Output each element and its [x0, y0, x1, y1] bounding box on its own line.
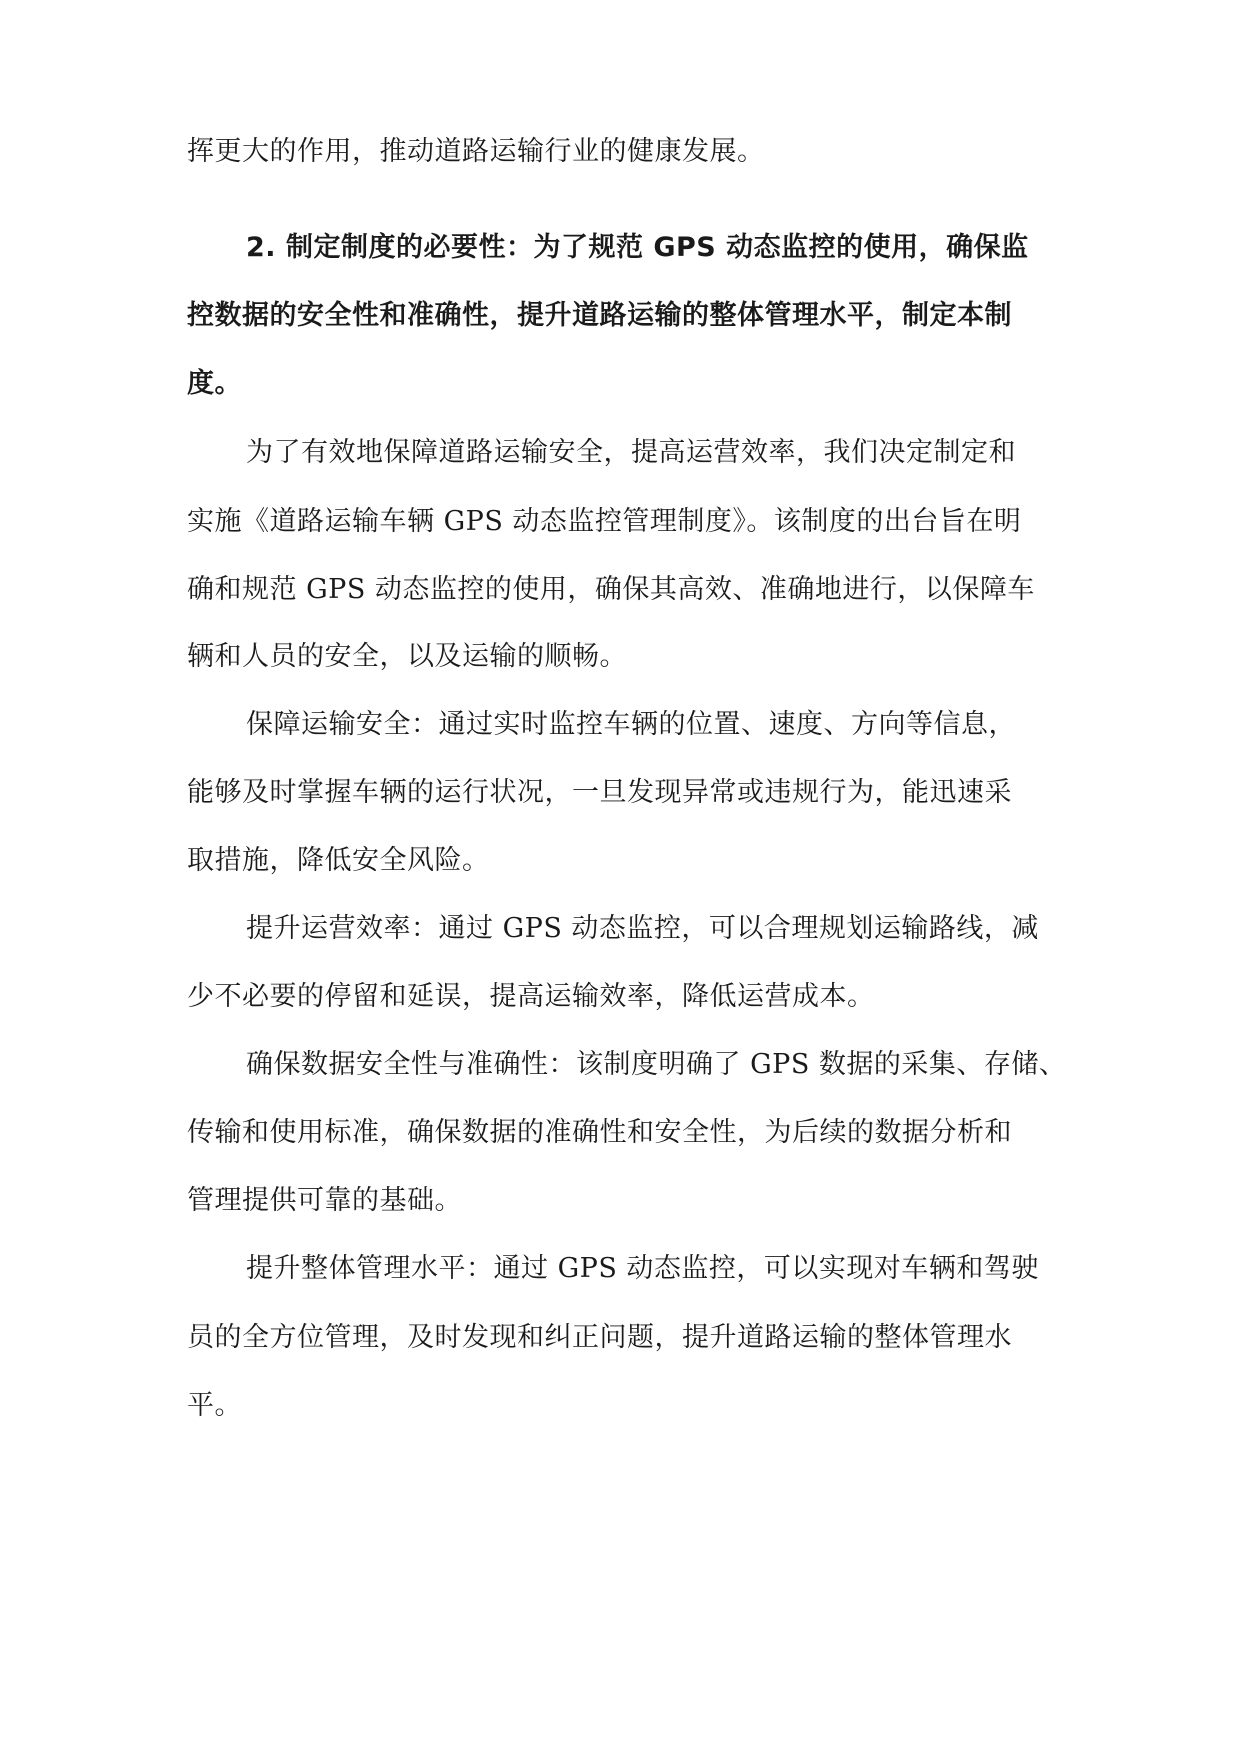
paragraph-1-line-1: 为了有效地保障道路运输安全，提高运营效率，我们决定制定和: [246, 437, 1016, 468]
section-heading-line-3: 度。: [187, 368, 242, 399]
paragraph-1-line-3: 确和规范 GPS 动态监控的使用，确保其高效、准确地进行，以保障车: [187, 574, 1035, 605]
paragraph-2-line-3: 取措施，降低安全风险。: [187, 845, 490, 876]
paragraph-5-line-1: 提升整体管理水平：通过 GPS 动态监控，可以实现对车辆和驾驶: [246, 1253, 1039, 1284]
paragraph-5-line-3: 平。: [187, 1390, 242, 1421]
paragraph-4-line-2: 传输和使用标准，确保数据的准确性和安全性，为后续的数据分析和: [187, 1117, 1012, 1148]
continuation-text: 挥更大的作用，推动道路运输行业的健康发展。: [187, 136, 765, 167]
paragraph-4-line-3: 管理提供可靠的基础。: [187, 1185, 462, 1216]
paragraph-1-line-2: 实施《道路运输车辆 GPS 动态监控管理制度》。该制度的出台旨在明: [187, 506, 1022, 537]
paragraph-4-line-1: 确保数据安全性与准确性：该制度明确了 GPS 数据的采集、存储、: [246, 1049, 1067, 1080]
section-heading-line-1: 2. 制定制度的必要性：为了规范 GPS 动态监控的使用，确保监: [246, 232, 1029, 263]
paragraph-3-line-1: 提升运营效率：通过 GPS 动态监控，可以合理规划运输路线，减: [246, 913, 1039, 944]
section-heading-line-2: 控数据的安全性和准确性，提升道路运输的整体管理水平，制定本制: [187, 300, 1012, 331]
paragraph-1-line-4: 辆和人员的安全，以及运输的顺畅。: [187, 641, 627, 672]
paragraph-2-line-1: 保障运输安全：通过实时监控车辆的位置、速度、方向等信息，: [246, 709, 1016, 740]
paragraph-5-line-2: 员的全方位管理，及时发现和纠正问题，提升道路运输的整体管理水: [187, 1322, 1012, 1353]
paragraph-2-line-2: 能够及时掌握车辆的运行状况，一旦发现异常或违规行为，能迅速采: [187, 777, 1012, 808]
paragraph-3-line-2: 少不必要的停留和延误，提高运输效率，降低运营成本。: [187, 981, 875, 1012]
